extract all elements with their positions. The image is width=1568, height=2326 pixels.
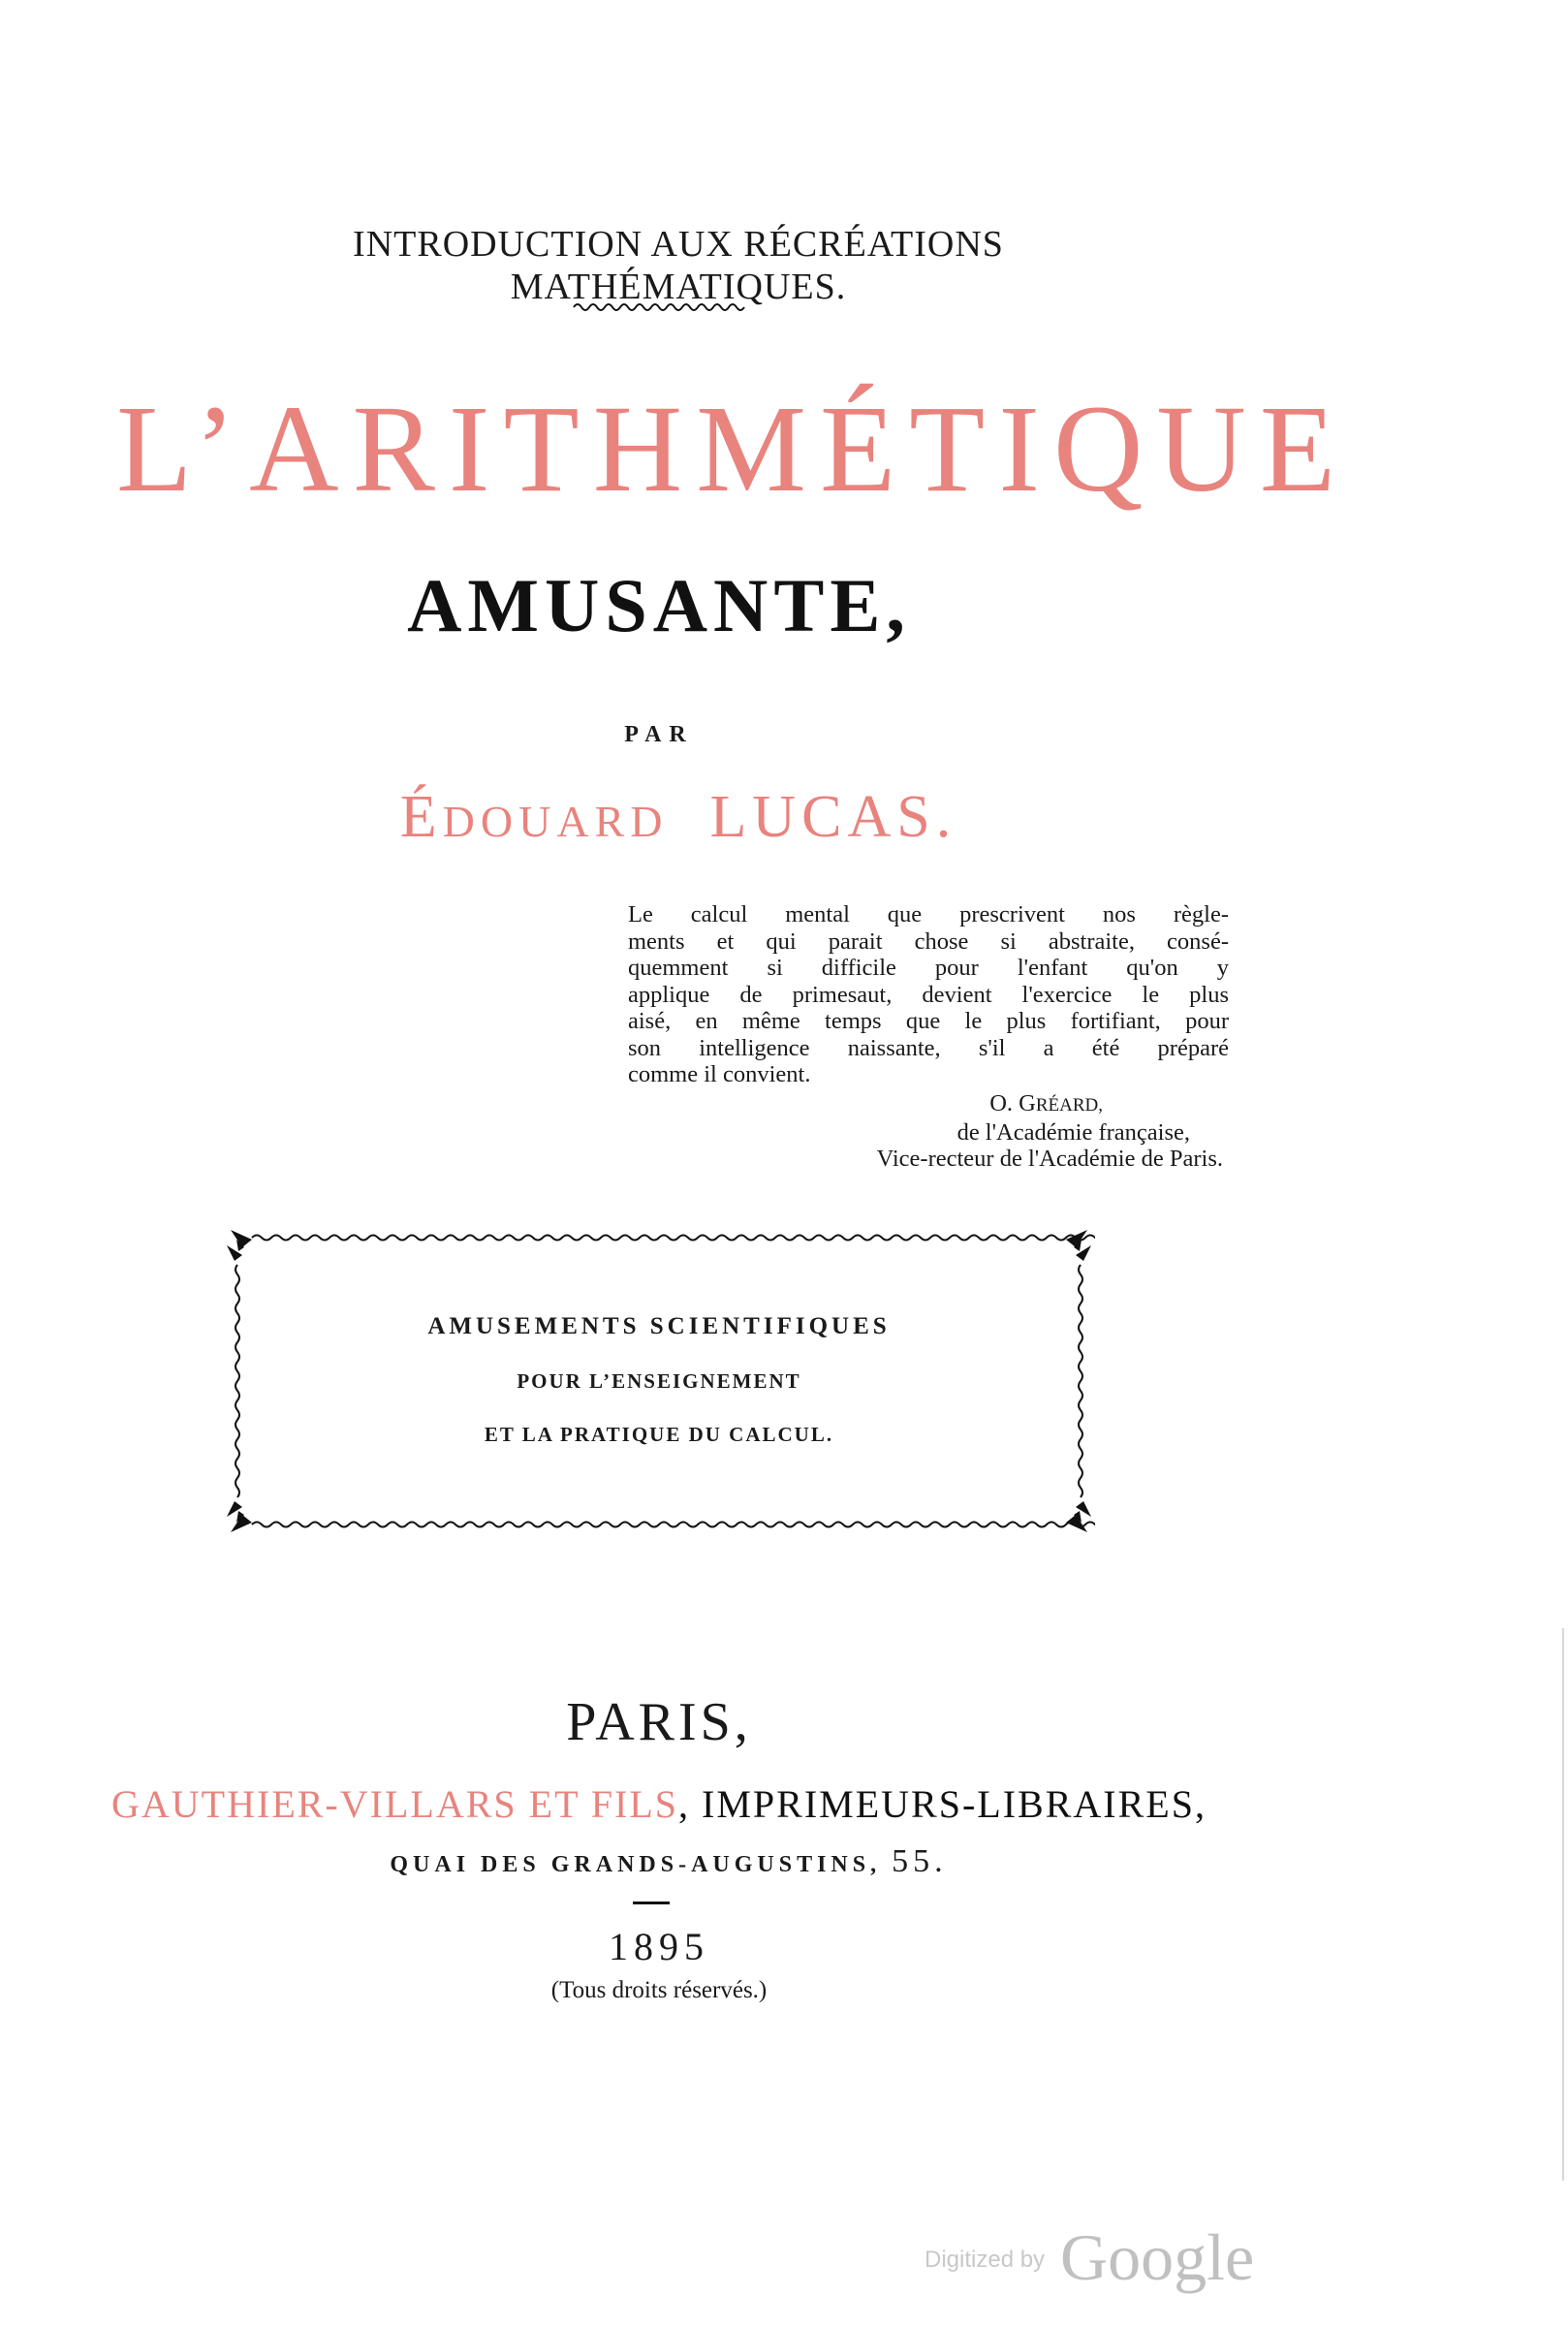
book-title-sub: AMUSANTE,	[407, 563, 911, 647]
digitized-watermark	[921, 2219, 1260, 2294]
epigraph-line: aisé, en même temps que le plus fortifiant, pour	[628, 1008, 1229, 1034]
attribution-name	[628, 1090, 1229, 1119]
attribution-affiliation: de l'Académie française,	[956, 1118, 1190, 1146]
publisher-role: , IMPRIMEURS-LIBRAIRES,	[678, 1782, 1207, 1826]
epigraph-line: applique de primesaut, devient l'exercice le plus	[628, 981, 1229, 1008]
address-street: QUAI DES GRANDS-AUGUSTINS,	[390, 1852, 882, 1877]
watermark-prefix: Digitized by	[925, 2247, 1046, 2273]
framed-line-1: AMUSEMENTS SCIENTIFIQUES	[427, 1313, 891, 1339]
publisher-name: GAUTHIER-VILLARS ET FILS	[111, 1782, 679, 1826]
short-rule	[633, 1902, 670, 1904]
attribution-initial: O. G	[989, 1090, 1036, 1116]
framed-line-2: POUR L’ENSEIGNEMENT	[517, 1369, 801, 1393]
imprint-city: PARIS,	[566, 1692, 752, 1752]
epigraph-attribution	[628, 1090, 1229, 1173]
page-edge-mark	[1562, 1628, 1564, 2181]
book-title-main: L’ARITHMÉTIQUE	[116, 380, 1349, 518]
attribution-rest: RÉARD,	[1035, 1095, 1103, 1116]
author-first-rest: DOUARD	[442, 797, 669, 846]
author-first-initial: É	[399, 784, 443, 850]
epigraph-line: Le calcul mental que prescrivent nos règle-	[628, 901, 1229, 927]
epigraph-line: ments et qui parait chose si abstraite, consé-	[628, 927, 1229, 955]
epigraph-quote	[628, 901, 1229, 1088]
epigraph-line: comme il convient.	[628, 1061, 811, 1087]
attribution-title: Vice-recteur de l'Académie de Paris.	[876, 1146, 1223, 1172]
google-logo: Google	[1060, 2220, 1255, 2294]
wavy-rule-ornament	[572, 300, 746, 314]
epigraph-line: son intelligence naissante, s'il a été préparé	[628, 1034, 1229, 1061]
imprint-address	[252, 1843, 1085, 1880]
framed-box-text	[233, 1313, 1085, 1476]
series-title: INTRODUCTION AUX RÉCRÉATIONS MATHÉMATIQUES.	[353, 224, 1004, 307]
address-number: 55.	[892, 1843, 948, 1879]
publication-year: 1895	[609, 1925, 709, 1968]
framed-line-3: ET LA PRATIQUE DU CALCUL.	[484, 1423, 834, 1446]
author-last-name: LUCAS.	[709, 784, 957, 850]
imprint-publisher	[97, 1781, 1221, 1827]
rights-notice: (Tous droits réservés.)	[550, 1977, 768, 2003]
epigraph-line: quemment si difficile pour l'enfant qu'on y	[628, 955, 1229, 981]
author-name	[378, 783, 979, 852]
by-label: PAR	[624, 722, 694, 747]
